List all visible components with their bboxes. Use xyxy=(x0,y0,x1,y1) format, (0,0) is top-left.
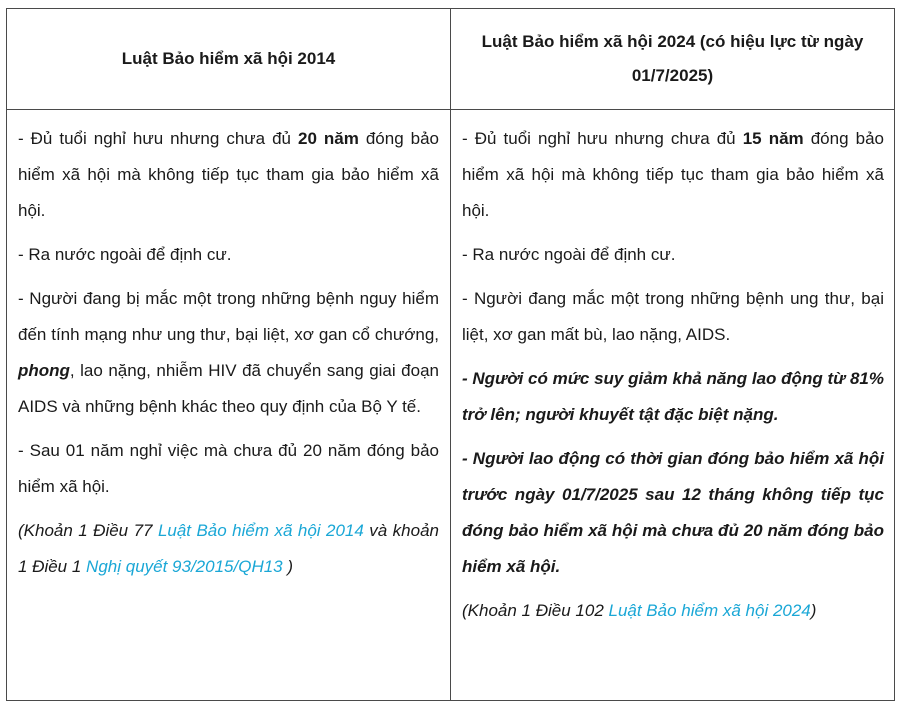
condition-emigration-2024: - Ra nước ngoài để định cư. xyxy=(462,245,676,264)
comparison-table xyxy=(6,8,895,701)
column-2024 xyxy=(451,110,895,700)
link-law-2014[interactable]: Luật Bảo hiểm xã hội 2014 xyxy=(157,521,364,540)
header-2024 xyxy=(451,9,895,110)
condition-serious-illness: - Người đang bị mắc một trong những bệnh nguy hiểm đến tính mạng như ung thư, bại liệt, xơ gan cổ chướng, phong, lao nặng, nhiễm HIV đã chuyển sang giai đoạn AIDS và những bệnh khác theo quy định của Bộ Y tế. xyxy=(18,289,439,416)
condition-retirement-age-2024: - Đủ tuổi nghỉ hưu nhưng chưa đủ 15 năm đóng bảo hiểm xã hội mà không tiếp tục tham gia bảo hiểm xã hội. xyxy=(462,129,884,220)
column-2014 xyxy=(7,110,451,700)
condition-retirement-age: - Đủ tuổi nghỉ hưu nhưng chưa đủ 20 năm đóng bảo hiểm xã hội mà không tiếp tục tham gia bảo hiểm xã hội. xyxy=(18,129,439,220)
condition-serious-illness-2024: - Người đang mắc một trong những bệnh ung thư, bại liệt, xơ gan mất bù, lao nặng, AIDS. xyxy=(462,289,884,344)
header-2024-label: Luật Bảo hiểm xã hội 2024 (có hiệu lực từ ngày 01/7/2025) xyxy=(481,32,864,85)
link-law-2024[interactable]: Luật Bảo hiểm xã hội 2024 xyxy=(608,601,811,620)
condition-one-year-unemployed: - Sau 01 năm nghỉ việc mà chưa đủ 20 năm đóng bảo hiểm xã hội. xyxy=(18,441,439,496)
legal-reference-2014: (Khoản 1 Điều 77 Luật Bảo hiểm xã hội 2014 và khoản 1 Điều 1 Nghị quyết 93/2015/QH13 ) xyxy=(18,521,439,576)
condition-12-months-2024: - Người lao động có thời gian đóng bảo hiểm xã hội trước ngày 01/7/2025 sau 12 tháng không tiếp tục đóng bảo hiểm xã hội mà chưa đủ 20 năm đóng bảo hiểm xã hội. xyxy=(462,449,884,576)
header-2014-label: Luật Bảo hiểm xã hội 2014 xyxy=(121,49,336,68)
header-2014 xyxy=(7,9,451,110)
link-resolution-93[interactable]: Nghị quyết 93/2015/QH13 xyxy=(86,557,283,576)
legal-reference-2024: (Khoản 1 Điều 102 Luật Bảo hiểm xã hội 2024) xyxy=(462,601,817,620)
condition-disability-2024: - Người có mức suy giảm khả năng lao động từ 81% trở lên; người khuyết tật đặc biệt nặng. xyxy=(462,369,884,424)
condition-emigration: - Ra nước ngoài để định cư. xyxy=(18,245,232,264)
